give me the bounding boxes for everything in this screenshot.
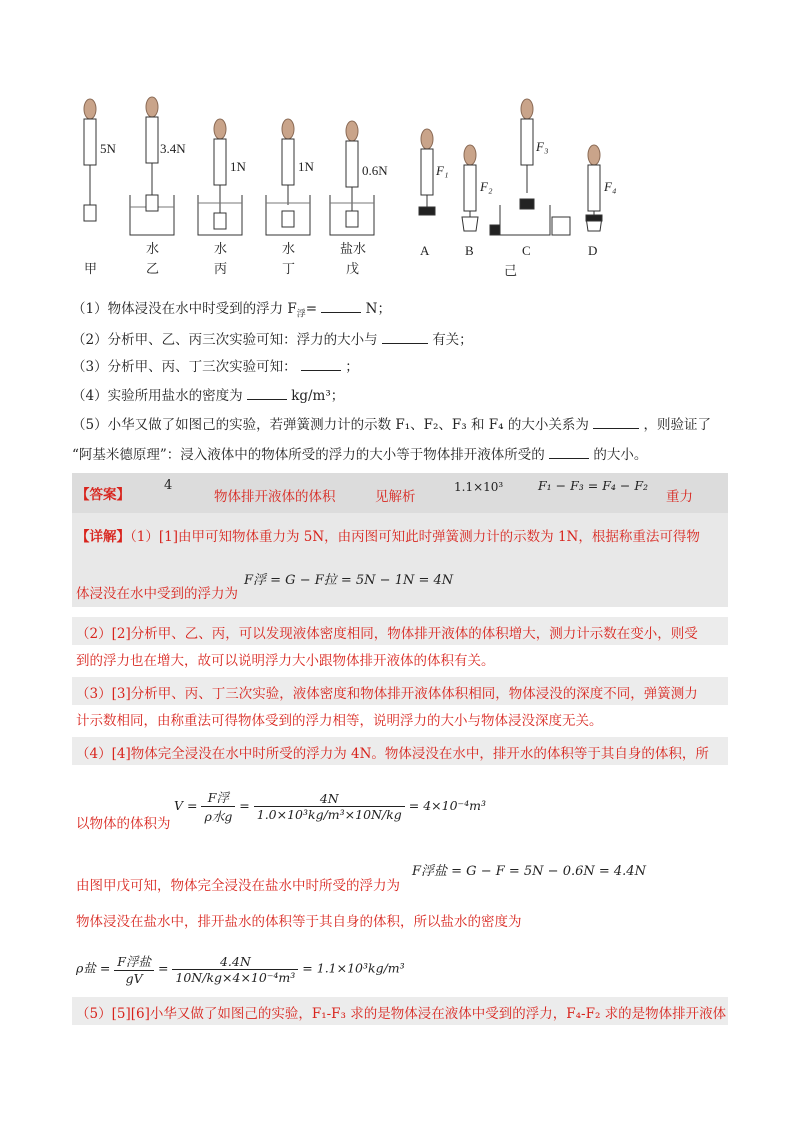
vol-eq-frac-2 (254, 791, 405, 822)
detail-p3b: 计示数相同，由称重法可得物体受到的浮力相等，说明浮力的大小与物体浸没深度无关。 (76, 713, 603, 729)
q3-tail: ； (345, 359, 359, 375)
vol-eq-rhs: = 4×10⁻⁴m³ (408, 798, 487, 813)
detail-p2a: （2）[2]分析甲、乙、丙，可以发现液体密度相同，物体排开液体的体积增大，测力计示数在变小，则受 (76, 626, 698, 642)
question-2 (72, 329, 473, 350)
q2-blank[interactable] (382, 329, 428, 344)
q5-blank-1[interactable] (593, 414, 639, 429)
q5-text: （5）小华又做了如图己的实验，若弹簧测力计的示数 F₁、F₂、F₃ 和 F₄ 的大小关系为 (72, 417, 589, 433)
q1-text: （1）物体浸没在水中时受到的浮力 F (72, 301, 297, 317)
group-label-yi: 乙 (146, 261, 160, 276)
answer-label: 【答案】 (76, 487, 130, 503)
weight-label-2: 3.4N (160, 141, 186, 156)
q2-tail: 有关； (432, 332, 473, 348)
label-c: C (522, 243, 531, 258)
detail-p2b: 到的浮力也在增大，故可以说明浮力大小跟物体排开液体的体积有关。 (76, 653, 495, 669)
q5-text-2: “阿基米德原理”：浸入液体中的物体所受的浮力的大小等于物体排开液体所受的 (72, 447, 545, 463)
answer-2: 物体排开液体的体积 (214, 489, 336, 505)
group-label-ji: 己 (504, 263, 518, 278)
f3-label: F₃ (536, 139, 549, 154)
q5-tail: 的大小。 (593, 447, 648, 463)
vol-eq-num2: 4N (254, 791, 405, 807)
vessel-label-3: 水 (282, 241, 296, 256)
vessel-label-4: 盐水 (340, 241, 367, 256)
q4-unit: kg/m³； (291, 388, 345, 404)
q2-text: （2）分析甲、乙、丙三次实验可知：浮力的大小与 (72, 332, 378, 348)
detail-p4a: （4）[4]物体完全浸没在水中时所受的浮力为 4N。物体浸没在水中，排开水的体积等于其自身的体积，所 (76, 746, 709, 762)
detail-p4c-eq: F浮盐 = G − F = 5N − 0.6N = 4.4N (412, 864, 646, 879)
question-3 (72, 356, 359, 377)
label-d: D (588, 243, 598, 258)
density-eq-den1: gV (125, 971, 143, 986)
detail-p3a: （3）[3]分析甲、丙、丁三次实验，液体密度和物体排开液体体积相同，物体浸没的深度不同，弹簧测力 (76, 686, 698, 702)
answer-5: F₁ − F₃ = F₄ − F₂ (538, 478, 648, 493)
group-label-jia: 甲 (84, 261, 98, 276)
density-eq-den2: 10N/kg×4×10⁻⁴m³ (175, 969, 296, 985)
vol-eq-frac-1 (201, 788, 235, 825)
q5-mid: ，则验证了 (643, 417, 711, 433)
vessel-label-2: 水 (214, 241, 228, 256)
label-a: A (420, 243, 430, 258)
detail-p1-eq: F浮 = G − F拉 = 5N − 1N = 4N (244, 573, 454, 588)
group-label-ding: 丁 (282, 261, 296, 276)
label-b: B (465, 243, 474, 258)
q3-text: （3）分析甲、丙、丁三次实验可知： (72, 359, 297, 375)
q4-blank[interactable] (247, 385, 287, 400)
question-1 (72, 298, 391, 325)
vol-eq-lhs: V = (174, 798, 198, 813)
question-5-cont (72, 444, 647, 465)
q1-unit: N； (365, 301, 391, 317)
f1-label: F₁ (436, 163, 449, 178)
answer-3: 见解析 (375, 489, 416, 505)
detail-p4d: 物体浸没在盐水中，排开盐水的体积等于其自身的体积，所以盐水的密度为 (76, 914, 522, 930)
detail-p4c: 由图甲戊可知，物体完全浸没在盐水中时所受的浮力为 (76, 878, 400, 894)
weight-label-1: 5N (100, 141, 116, 156)
detail-p5: （5）[5][6]小华又做了如图己的实验，F₁-F₃ 求的是物体浸在液体中受到的浮力，F₄-F₂ 求的是物体排开液体 (76, 1006, 727, 1022)
q1-subscript: 浮 (296, 309, 306, 320)
answer-4: 1.1×10³ (454, 480, 504, 494)
density-eq-frac-2 (172, 954, 298, 985)
detail-label: 【详解】 (76, 529, 130, 545)
density-eq-num1: F浮盐 (114, 952, 154, 971)
weight-label-5: 0.6N (362, 163, 388, 178)
density-eq-rhs: = 1.1×10³kg/m³ (302, 960, 405, 976)
q1-eq: = (305, 301, 318, 317)
f2-label: F₂ (480, 179, 493, 194)
question-4 (72, 385, 344, 406)
vol-eq-num1: F浮 (201, 788, 235, 807)
answer-1: 4 (164, 478, 173, 493)
vol-eq-den1: ρ水g (204, 809, 233, 824)
answer-6: 重力 (666, 489, 693, 505)
group-label-wu: 戊 (346, 261, 360, 276)
density-equation: ρ盐 = $\frac{\text{F浮盐}}{gV}$ = $\frac{4.4N}{\text{10N/kg×4×10⁻⁴m³}}$ = 1.1×10³kg/m³ (76, 953, 405, 986)
q4-text: （4）实验所用盐水的密度为 (72, 388, 243, 404)
volume-equation: V = $\frac{\text{F浮}}{\text{ρ水g}}$ = $\frac{4N}{\text{1.0×10³kg/m³×10N/kg}}$ = 4×10⁻⁴m³ (174, 790, 487, 824)
detail-p1-text: （1）[1]由甲可知物体重力为 5N，由丙图可知此时弹簧测力计的示数为 1N，根据称重法可得物 (130, 529, 700, 545)
density-eq-frac-1 (114, 952, 154, 986)
experiment-diagram (70, 95, 730, 295)
q3-blank[interactable] (301, 356, 341, 371)
vol-eq-den2: 1.0×10³kg/m³×10N/kg (256, 807, 402, 822)
vessel-label-1: 水 (146, 241, 160, 256)
weight-label-4: 1N (298, 159, 314, 174)
q1-blank[interactable] (321, 298, 361, 313)
f4-label: F₄ (604, 179, 617, 194)
weight-label-3: 1N (230, 159, 246, 174)
density-eq-lhs: ρ盐 = (76, 960, 111, 976)
q5-blank-2[interactable] (549, 444, 589, 459)
experiment-figure (70, 95, 730, 295)
detail-p1 (76, 525, 700, 545)
detail-p1b: 体浸没在水中受到的浮力为 (76, 586, 238, 602)
density-eq-num2: 4.4N (172, 954, 298, 970)
detail-p4b: 以物体的体积为 (76, 816, 171, 832)
question-5 (72, 414, 711, 435)
group-label-bing: 丙 (214, 261, 228, 276)
